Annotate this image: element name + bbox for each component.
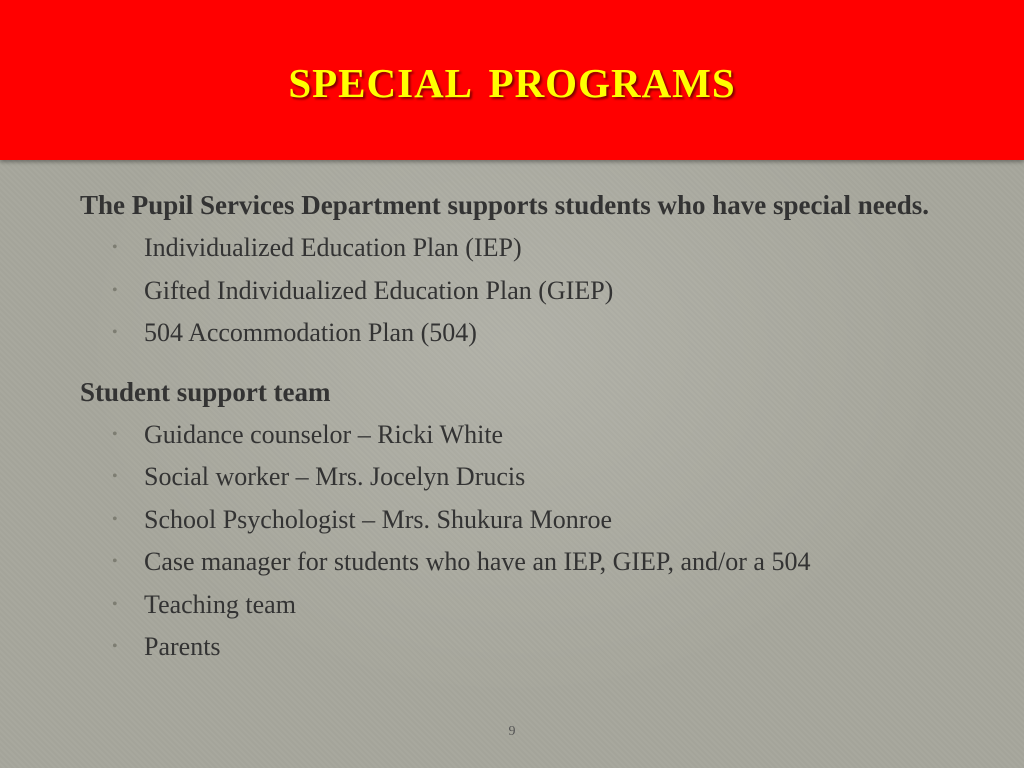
list-item-label: Guidance counselor – Ricki White <box>144 419 504 449</box>
slide-content <box>80 186 944 669</box>
team-heading: Student support team <box>80 376 331 407</box>
list-item-label: 504 Accommodation Plan (504) <box>144 318 477 347</box>
slide-title: special programs <box>288 45 736 110</box>
intro-paragraph: The Pupil Services Department supports students who have special needs. <box>80 190 930 220</box>
list-item <box>112 584 944 627</box>
bullet-dot-icon: • <box>112 510 118 528</box>
bullet-dot-icon: • <box>112 281 118 299</box>
bullet-dot-icon: • <box>112 324 118 341</box>
bullet-dot-icon: • <box>112 239 118 256</box>
bullet-dot-icon: • <box>112 553 118 570</box>
list-item-label: Parents <box>144 632 221 661</box>
bullet-dot-icon: • <box>112 425 118 443</box>
list-item <box>112 227 944 270</box>
list-item <box>112 626 944 669</box>
list-item-label: Case manager for students who have an IEP, GIEP, and/or a 504 <box>144 547 811 576</box>
list-item <box>112 414 944 457</box>
list-item-label: Individualized Education Plan (IEP) <box>144 233 522 262</box>
bullet-dot-icon: • <box>112 468 118 485</box>
list-item <box>112 499 944 542</box>
list-item-label: School Psychologist – Mrs. Shukura Monroe <box>144 504 612 534</box>
list-item <box>112 270 944 313</box>
list-item-label: Teaching team <box>144 589 296 619</box>
page-number: 9 <box>508 724 516 739</box>
list-item <box>112 541 944 584</box>
list-item-label: Social worker – Mrs. Jocelyn Drucis <box>144 462 526 491</box>
list-item <box>112 456 944 499</box>
bullet-dot-icon: • <box>112 638 118 655</box>
list-item <box>112 312 944 355</box>
list-item-label: Gifted Individualized Education Plan (GIEP) <box>144 275 614 305</box>
team-list <box>80 414 944 669</box>
title-band <box>0 0 1024 160</box>
plan-list <box>80 227 944 355</box>
bullet-dot-icon: • <box>112 595 118 613</box>
